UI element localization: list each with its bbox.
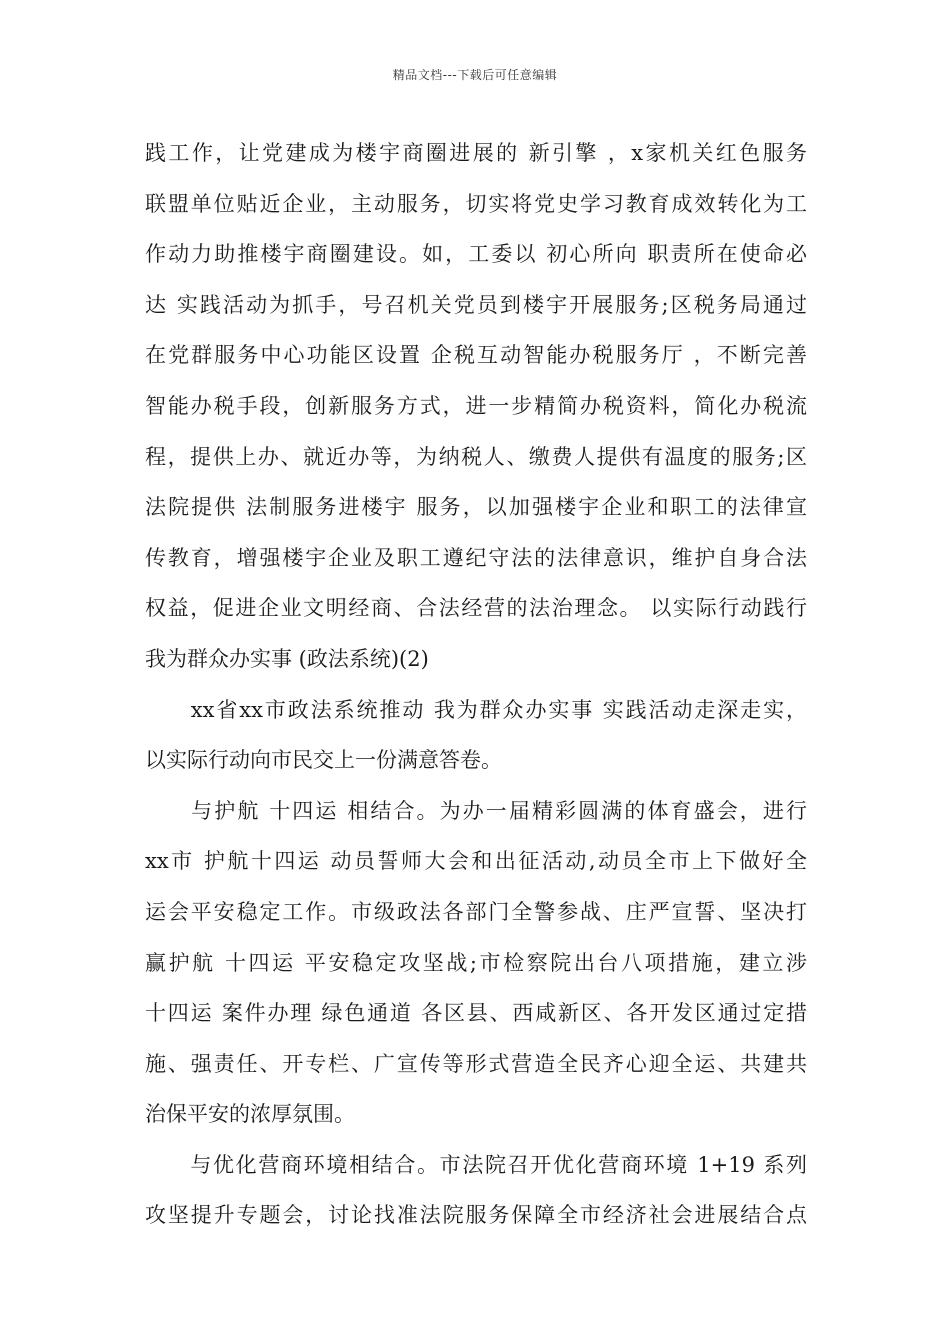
text-line: 传教育，增强楼宇企业及职工遵纪守法的法律意识，维护自身合法 [145, 545, 807, 570]
text-line: 达 实践活动为抓手，号召机关党员到楼宇开展服务;区税务局通过 [145, 292, 807, 317]
text-line: 权益，促进企业文明经商、合法经营的法治理念。 以实际行动践行 [145, 596, 807, 621]
text-line: 施、强责任、开专栏、广宣传等形式营造全民齐心迎全运、共建共 [145, 1051, 807, 1076]
text-line: 践工作，让党建成为楼宇商圈进展的 新引擎 ，x家机关红色服务 [145, 141, 807, 165]
text-line: 法院提供 法制服务进楼宇 服务，以加强楼宇企业和职工的法律宣 [145, 495, 807, 520]
text-line: xx市 护航十四运 动员誓师大会和出征活动,动员全市上下做好全 [145, 849, 807, 874]
text-line: 联盟单位贴近企业，主动服务，切实将党史学习教育成效转化为工 [145, 191, 807, 216]
document-body [145, 128, 807, 1241]
text-line: 在党群服务中心功能区设置 企税互动智能办税服务厅 ，不断完善 [145, 343, 807, 368]
text-line: 赢护航 十四运 平安稳定攻坚战;市检察院出台八项措施，建立涉 [145, 950, 807, 975]
text-line: 程，提供上办、就近办等，为纳税人、缴费人提供有温度的服务;区 [145, 444, 807, 469]
text-line: 与优化营商环境相结合。市法院召开优化营商环境 1+19 系列 [145, 1152, 807, 1177]
text-line: 运会平安稳定工作。市级政法各部门全警参战、庄严宣誓、坚决打 [145, 899, 807, 924]
text-line: 十四运 案件办理 绿色通道 各区县、西咸新区、各开发区通过定措 [145, 1001, 807, 1026]
text-line: 以实际行动向市民交上一份满意答卷。 [145, 748, 502, 773]
text-line: 作动力助推楼宇商圈建设。如，工委以 初心所向 职责所在使命必 [145, 242, 807, 267]
text-line: 智能办税手段，创新服务方式，进一步精简办税资料，简化办税流 [145, 393, 807, 418]
text-line: xx省xx市政法系统推动 我为群众办实事 实践活动走深走实， [145, 697, 807, 722]
page-header: 精品文档---下载后可任意编辑 [392, 68, 558, 82]
text-line: 与护航 十四运 相结合。为办一届精彩圆满的体育盛会，进行 [145, 798, 807, 823]
text-line: 攻坚提升专题会，讨论找准法院服务保障全市经济社会进展结合点 [145, 1203, 807, 1228]
text-line: 治保平安的浓厚氛围。 [145, 1102, 355, 1127]
text-line: 我为群众办实事 (政法系统)(2) [145, 646, 429, 671]
